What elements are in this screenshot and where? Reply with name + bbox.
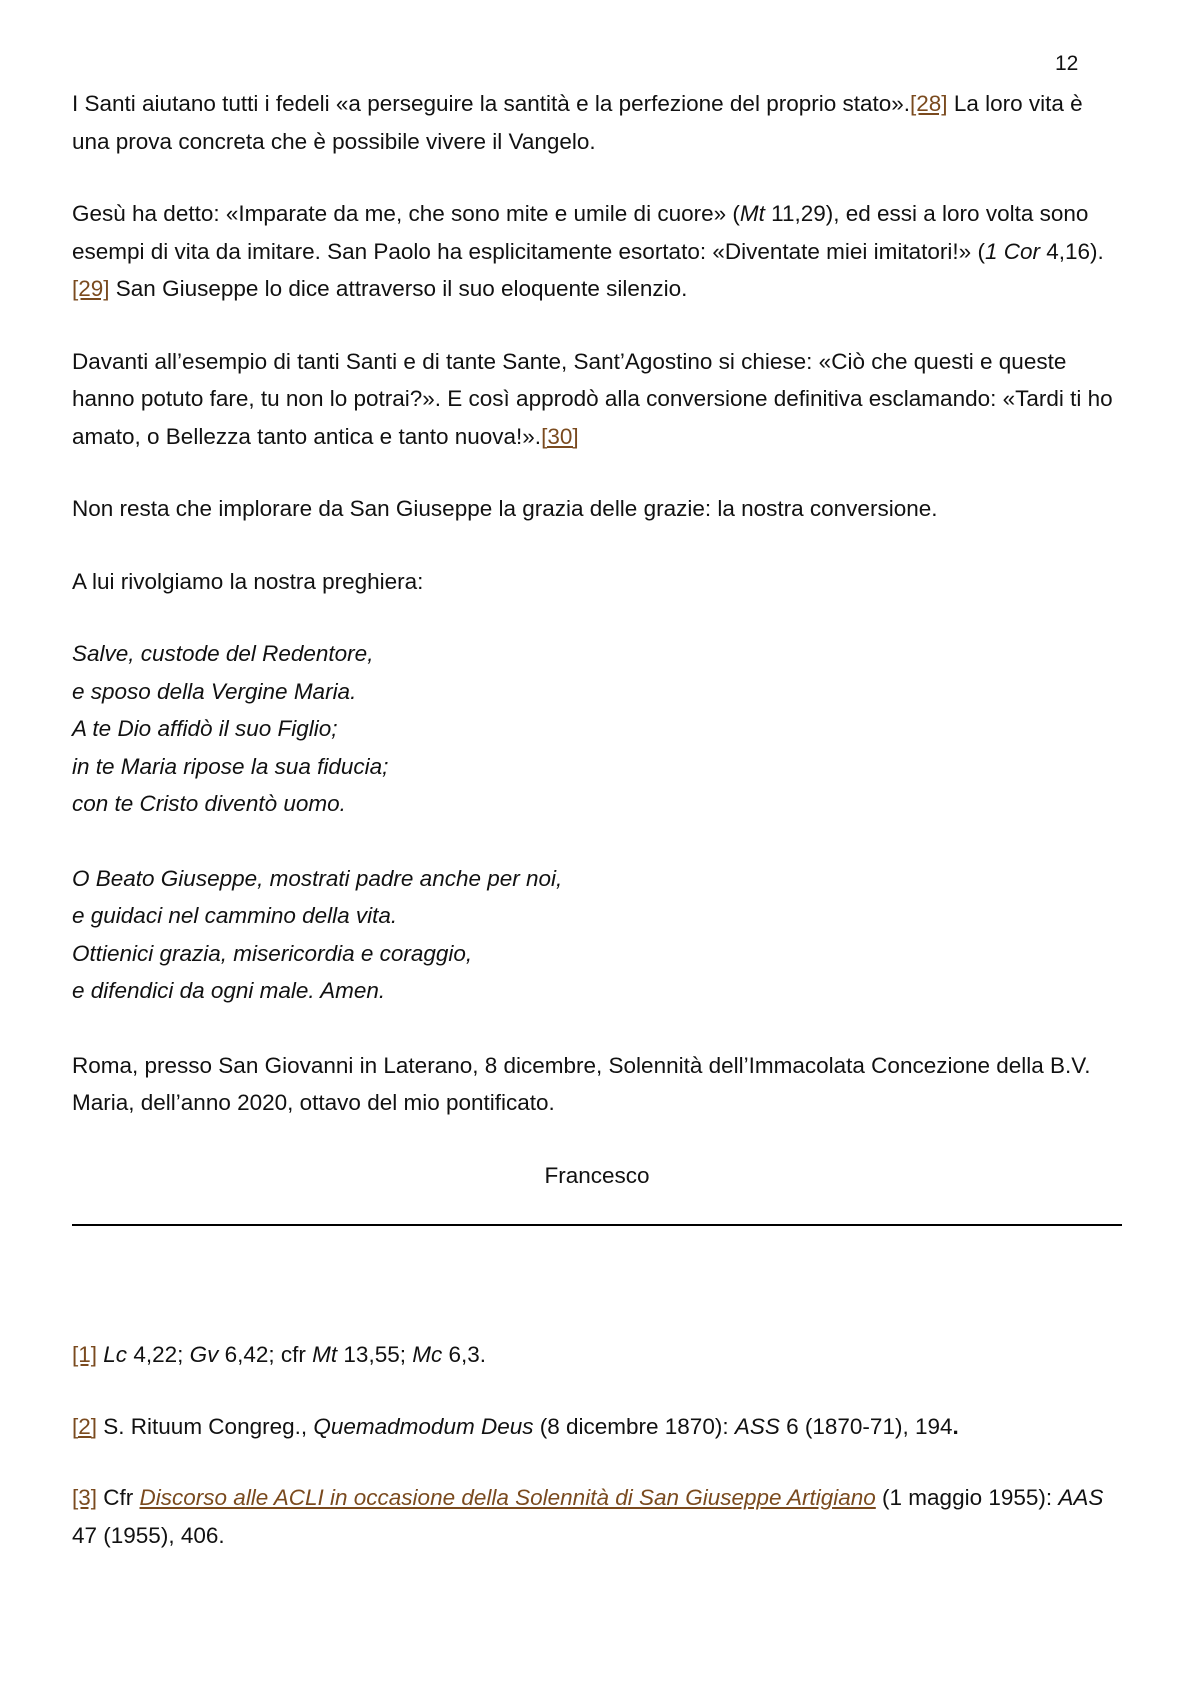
paragraph-text: 4,16). (1039, 238, 1104, 264)
paragraph-text: La loro vita è una prova concreta che è possibile vivere il Vangelo. (72, 91, 1083, 154)
footnote-text: 6 (1870-71), 194 (779, 1413, 953, 1439)
footnote-text: (8 dicembre 1870): (533, 1413, 735, 1439)
closing-date-line: Roma, presso San Giovanni in Laterano, 8 dicembre, Solennità dell’Immacolata Concezione della B.V. Maria, dell’anno 2020, ottavo del mio pontificato. (72, 1052, 1091, 1115)
footnote-text: 13,55; (337, 1342, 413, 1367)
footnote-3 (72, 1479, 1122, 1554)
prayer-line: e difendici da ogni male. Amen. (72, 978, 386, 1003)
prayer-line: e sposo della Vergine Maria. (72, 678, 357, 704)
footnote-backlink-2[interactable]: [2] (72, 1413, 98, 1439)
paragraph-saints (72, 85, 1122, 160)
paragraph-text: San Giuseppe lo dice attraverso il suo eloquente silenzio. (109, 276, 688, 301)
bible-reference: Mc (412, 1342, 443, 1367)
footnote-link-30[interactable]: [30] (541, 423, 579, 449)
prayer-line: con te Cristo diventò uomo. (72, 791, 346, 816)
prayer-line: Ottienici grazia, misericordia e coraggio, (72, 940, 473, 966)
footnote-text: S. Rituum Congreg., (97, 1413, 314, 1439)
bible-reference: Mt (312, 1342, 338, 1367)
footnote-backlink-3[interactable]: [3] (72, 1485, 98, 1510)
main-text (72, 85, 1122, 1226)
bible-reference: 1 Cor (984, 238, 1040, 264)
paragraph-text: I Santi aiutano tutti i fedeli «a perseguire la santità e la perfezione del proprio stato». (72, 91, 911, 116)
paragraph-text: Gesù ha detto: «Imparate da me, che sono mite e umile di cuore» ( (72, 201, 740, 226)
prayer-line: e guidaci nel cammino della vita. (72, 903, 398, 928)
document-title: Quemadmodum Deus (313, 1413, 534, 1439)
paragraph-conversion: Non resta che implorare da San Giuseppe la grazia delle grazie: la nostra conversione. (72, 496, 938, 521)
prayer-line: Salve, custode del Redentore, (72, 641, 374, 666)
footnote-text: 4,22; (127, 1342, 190, 1367)
paragraph-jesus-said (72, 195, 1122, 308)
paragraph-prayer-intro: A lui rivolgiamo la nostra preghiera: (72, 568, 424, 594)
signature: Francesco (544, 1162, 650, 1188)
footnote-text: 6,3. (442, 1342, 487, 1367)
footnote-1 (72, 1336, 1122, 1374)
prayer-stanza-2 (72, 860, 1122, 1010)
prayer-line: O Beato Giuseppe, mostrati padre anche per noi, (72, 865, 563, 891)
footnote-text: 47 (1955), 406. (72, 1522, 225, 1548)
prayer-stanza-1 (72, 635, 1122, 823)
prayer (72, 635, 1122, 1010)
journal-abbrev: AAS (1058, 1485, 1104, 1510)
footnote-text: (1 maggio 1955): (875, 1485, 1059, 1510)
journal-abbrev: ASS (734, 1413, 780, 1439)
footnote-divider (72, 1224, 1122, 1226)
paragraph-text: 11,29), ed essi a loro volta sono esempi di vita da imitare. San Paolo ha esplicitamente esortato: «Diventate miei imitatori!» ( (72, 201, 1089, 264)
footnote-text: . (952, 1413, 959, 1439)
bible-reference: Lc (103, 1342, 128, 1367)
footnote-text: 6,42; cfr (218, 1342, 313, 1367)
page-number: 12 (1055, 52, 1079, 75)
footnote-backlink-1[interactable]: [1] (72, 1342, 98, 1367)
paragraph-augustine (72, 343, 1122, 456)
bible-reference: Mt (739, 201, 765, 226)
footnotes (72, 1336, 1122, 1588)
paragraph-text: Davanti all’esempio di tanti Santi e di tante Sante, Sant’Agostino si chiese: «Ciò che questi e queste hanno potuto fare, tu non lo potrai?». E così approdò alla conversione definitiva esclamando: «Tardi ti ho amato, o Bellezza tanto antica e tanto nuova!». (72, 348, 1113, 449)
footnote-link-29[interactable]: [29] (72, 276, 110, 301)
footnote-text: Cfr (97, 1485, 140, 1510)
footnote-2 (72, 1408, 1122, 1446)
discourse-link[interactable]: Discorso alle ACLI in occasione della Solennità di San Giuseppe Artigiano (139, 1485, 876, 1510)
prayer-line: in te Maria ripose la sua fiducia; (72, 753, 389, 779)
bible-reference: Gv (189, 1342, 219, 1367)
footnote-link-28[interactable]: [28] (910, 91, 948, 116)
prayer-line: A te Dio affidò il suo Figlio; (72, 716, 338, 741)
